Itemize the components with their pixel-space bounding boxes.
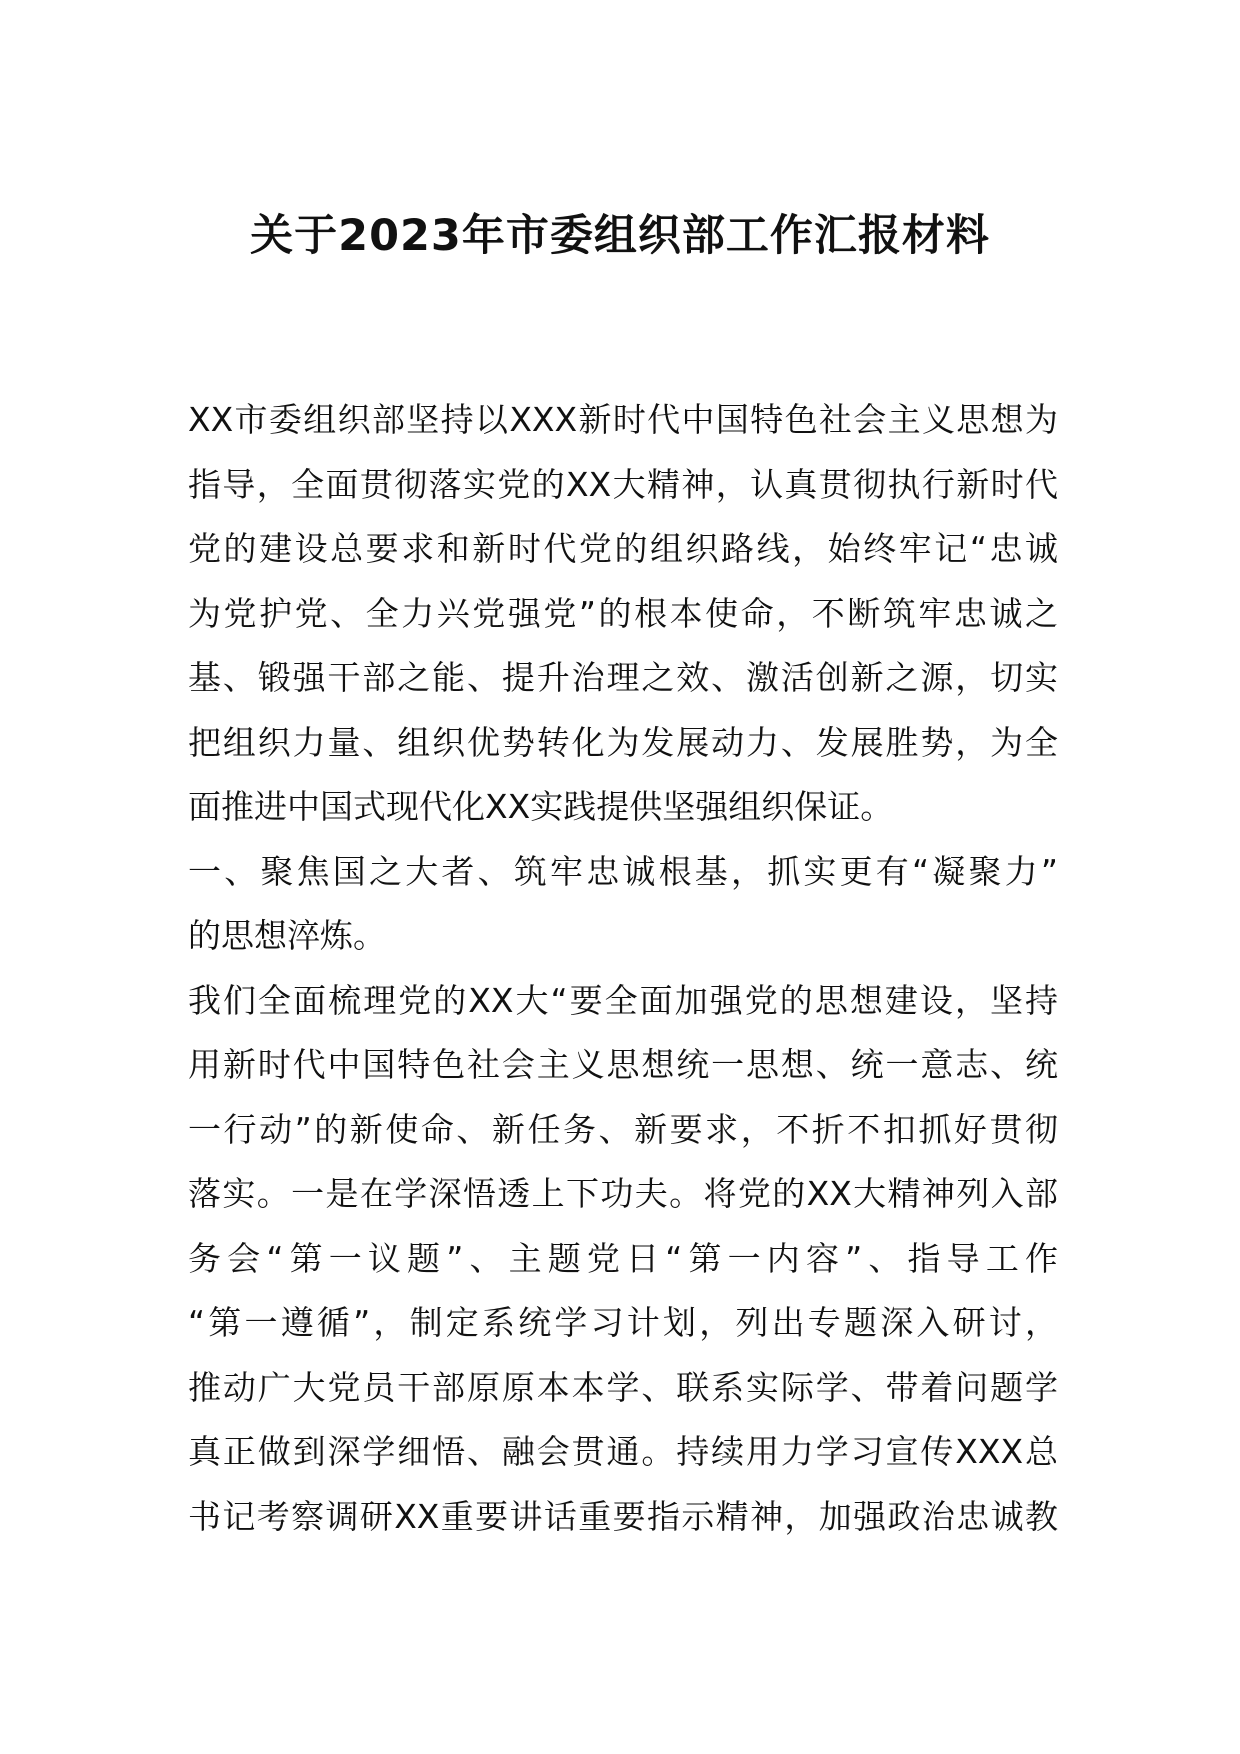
body-line: 一行动”的新使命、新任务、新要求，不折不扣抓好贯彻 [188, 1109, 1058, 1149]
body-line: 面推进中国式现代化XX实践提供坚强组织保证。 [188, 787, 894, 826]
body-line: 把组织力量、组织优势转化为发展动力、发展胜势，为全 [188, 722, 1058, 762]
body-line: 基、锻强干部之能、提升治理之效、激活创新之源，切实 [188, 658, 1058, 697]
body-line: XX市委组织部坚持以XXX新时代中国特色社会主义思想为 [188, 400, 1058, 439]
body-line: 真正做到深学细悟、融会贯通。持续用力学习宣传XXX总 [188, 1432, 1058, 1471]
body-line: 我们全面梳理党的XX大“要全面加强党的思想建设，坚持 [188, 980, 1058, 1020]
document-body [188, 388, 1058, 1549]
body-line: 指导，全面贯彻落实党的XX大精神，认真贯彻执行新时代 [188, 464, 1058, 504]
body-line: “第一遵循”，制定系统学习计划，列出专题深入研讨， [188, 1303, 1058, 1342]
body-line: 书记考察调研XX重要讲话重要指示精神，加强政治忠诚教 [188, 1496, 1058, 1536]
body-line: 为党护党、全力兴党强党”的根本使命，不断筑牢忠诚之 [188, 593, 1058, 633]
body-line: 党的建设总要求和新时代党的组织路线，始终牢记“忠诚 [188, 529, 1058, 568]
section-heading-line: 一、聚焦国之大者、筑牢忠诚根基，抓实更有“凝聚力” [188, 851, 1058, 891]
body-line: 用新时代中国特色社会主义思想统一思想、统一意志、统 [188, 1045, 1058, 1084]
body-line: 务会“第一议题”、主题党日“第一内容”、指导工作 [188, 1238, 1058, 1278]
body-line: 推动广大党员干部原原本本学、联系实际学、带着问题学 [188, 1367, 1058, 1407]
body-line: 落实。一是在学深悟透上下功夫。将党的XX大精神列入部 [188, 1174, 1058, 1213]
section-heading-line: 的思想淬炼。 [188, 916, 386, 955]
document-title: 关于2023年市委组织部工作汇报材料 [250, 211, 990, 261]
